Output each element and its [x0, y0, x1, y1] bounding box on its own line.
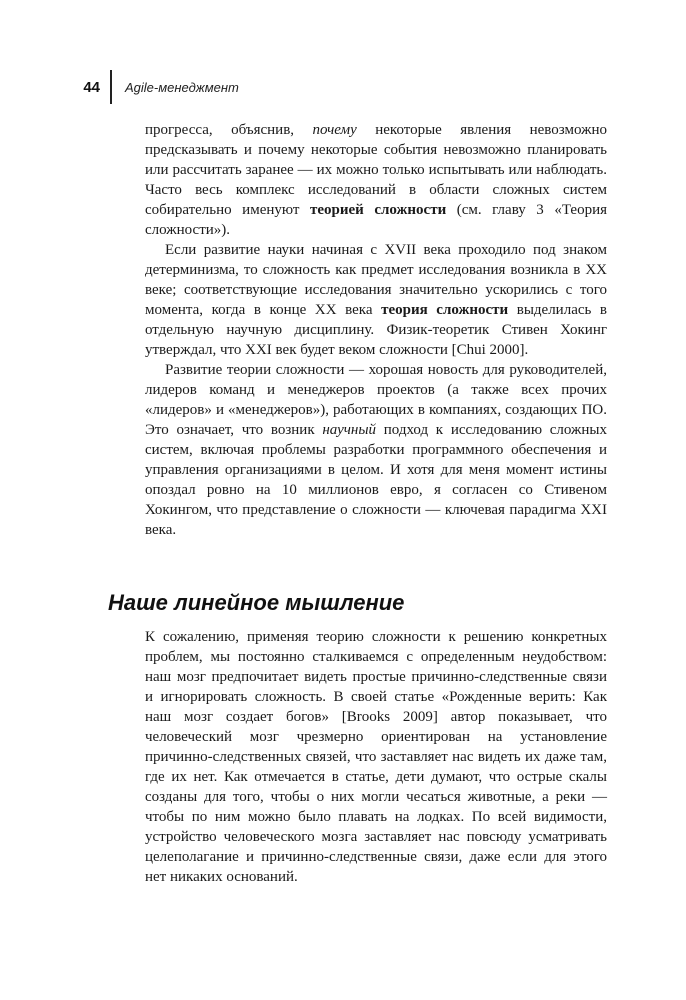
page-header [0, 70, 686, 106]
paragraph-3 [145, 360, 607, 540]
body-text-bottom [145, 627, 607, 887]
body-text-top [145, 120, 607, 540]
paragraph-1-text: (см. главу 3 «Теория сложности»). [145, 202, 608, 238]
page-number: 44 [83, 79, 100, 96]
running-title: Agile-менеджмент [125, 80, 239, 95]
paragraph-3-text: подход к исследованию сложных систем, включая проблемы разработки программного обеспечения и управления организациями в целом. И хотя для меня момент истины опоздал ровно на 10 миллионов евро, я согласен со Стивеном Хокингом, что представление о сложности — ключевая парадигма XXI века. [145, 422, 607, 538]
header-divider [110, 70, 112, 104]
paragraph-2-term: теория сложности [381, 302, 509, 318]
paragraph-3-text: Развитие теории сложности — хорошая новость для руководителей, лидеров команд и менеджеров проектов (а также всех прочих «лидеров» и «менеджеров»), работающих в компаниях, создающих ПО. Это означает, что возник [145, 362, 607, 438]
paragraph-2-text: выделилась в отдельную научную дисциплину. Физик-теоретик Стивен Хокинг утверждал, что XXI век будет веком сложности [Chui 2000]. [145, 302, 608, 358]
paragraph-2 [145, 240, 607, 360]
paragraph-1-emphasis: почему [312, 122, 357, 138]
paragraph-3-emphasis: научный [322, 422, 377, 438]
paragraph-4: К сожалению, применяя теорию сложности к решению конкретных проблем, мы постоянно сталкиваемся с определенным неудобством: наш мозг предпочитает видеть простые причинно-следственные связи и игнорировать сложность. В своей статье «Рожденные верить: Как наш мозг создает богов» [Brooks 2009] автор показывает, что человеческий мозг чрезмерно ориентирован на установление причинно-следственных связей, что заставляет нас видеть их даже там, где их нет. Как отмечается в статье, дети думают, что острые скалы созданы для того, чтобы о них могли чесаться животные, а реки — чтобы по ним можно было плавать на лодках. По всей видимости, устройство человеческого мозга заставляет нас повсюду усматривать целеполагание и причинно-следственные связи, даже если для этого нет никаких оснований. [145, 629, 607, 885]
section-heading: Наше линейное мышление [108, 590, 405, 615]
paragraph-1-term: теорией сложности [309, 202, 447, 218]
paragraph-1 [145, 120, 607, 240]
paragraph-1-text: прогресса, объяснив, [145, 122, 313, 138]
paragraph-1-text: некоторые явления невозможно предсказывать и почему некоторые события невозможно планировать или рассчитать заранее — их можно только испытывать или наблюдать. Часто весь комплекс исследований в области сложных систем собирательно именуют [145, 122, 607, 218]
paragraph-2-text: Если развитие науки начиная с XVII века проходило под знаком детерминизма, то сложность как предмет исследования возникла в XX веке; соответствующие исследования значительно ускорились с того момента, когда в конце XX века [145, 242, 607, 318]
